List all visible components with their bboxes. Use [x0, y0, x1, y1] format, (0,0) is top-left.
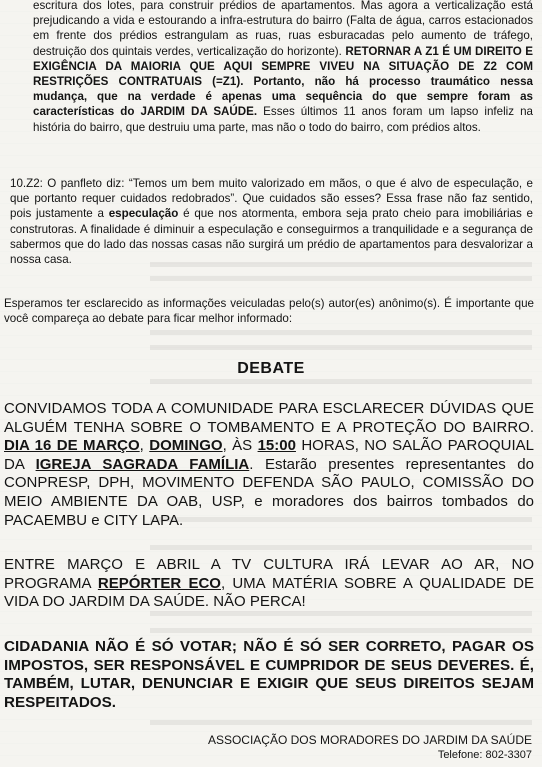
phone-number: Telefone: 802-3307: [437, 749, 532, 761]
debate-church: IGREJA SAGRADA FAMÍLIA: [35, 455, 250, 473]
footer-signature: [208, 733, 532, 763]
show-through-line: [150, 628, 532, 633]
citizenship-statement: CIDADANIA NÃO É SÓ VOTAR; NÃO É SÓ SER CORRETO, PAGAR OS IMPOSTOS, SER RESPONSÁVEL E CUMPRIDOR DE SEUS DEVERES. É, TAMBÉM, LUTAR, DENUNCIAR E EXIGIR QUE SEUS DIREITOS SEJAM RESPEITADOS.: [4, 638, 534, 711]
item-text-end: é que nos atormenta, embora seja prato cheio para imobiliárias e construtoras. A finalidade é diminuir a especulação e conseguirmos a tranquilidade e a segurança de sabermos que do lado das nossas casas não surgirá um prédio de apartamentos para desvalorizar a nossa casa.: [10, 207, 534, 267]
debate-intro: CONVIDAMOS TODA A COMUNIDADE PARA ESCLARECER DÚVIDAS QUE ALGUÉM TENHA SOBRE O TOMBAMENTO E A PROTEÇÃO DO BAIRRO.: [4, 400, 534, 436]
tv-text: ENTRE MARÇO E ABRIL A TV CULTURA IRÁ LEVAR AO AR, NO PROGRAMA: [4, 556, 534, 592]
separator: , ÀS: [222, 437, 258, 455]
paragraph-verticalization: [33, 0, 533, 135]
tv-program-name: REPÓRTER ECO: [97, 574, 221, 592]
item-bold-word: especulação: [108, 207, 179, 221]
item-10: [6, 176, 533, 267]
paragraph-text: escritura dos lotes, para construir prédios de apartamentos. Mas agora a verticalização está prejudicando a vida e estourando a infra-estrutura do bairro (Falta de água, carros estacionados em frente dos prédios estrangulam as ruas, ruas esburacadas pelo aumento de tráfego, destruição dos quintais verdes, verticalização do horizonte).: [33, 0, 533, 58]
debate-time: 15:00: [257, 437, 296, 455]
paragraph-text-end: Esses últimos 11 anos foram um lapso infeliz na história do bairro, que destruiu uma parte, mas não o todo do bairro, com prédios altos.: [33, 105, 533, 134]
debate-weekday: DOMINGO: [149, 437, 223, 455]
closing-paragraph: Esperamos ter esclarecido as informações veiculadas pelo(s) autor(es) anônimo(s). É importante que você compareça ao debate para ficar melhor informado:: [4, 297, 534, 326]
debate-invitation: [4, 400, 534, 530]
tv-text-end: , UMA MATÉRIA SOBRE A QUALIDADE DE VIDA DO JARDIM DA SAÚDE. NÃO PERCA!: [4, 574, 534, 611]
separator: ,: [139, 437, 150, 455]
show-through-line: [150, 720, 532, 725]
debate-heading: DEBATE: [237, 360, 305, 377]
association-name: ASSOCIAÇÃO DOS MORADORES DO JARDIM DA SAÚDE: [207, 733, 532, 747]
show-through-line: [150, 276, 532, 281]
paragraph-bold-claim: RETORNAR A Z1 É UM DIREITO E EXIGÊNCIA DA MAIORIA QUE AQUI SEMPRE VIVEU NA SITUAÇÃO DE Z2 COM RESTRIÇÕES CONTRATUAIS (=Z1). Portanto, não há processo traumático nessa mudança, que na verdade é apenas uma sequência do que sempre foram as características do JARDIM DA SAÚDE.: [33, 44, 533, 119]
tv-announcement: [4, 556, 534, 612]
debate-place: HORAS, NO SALÃO PAROQUIAL DA: [4, 437, 534, 473]
item-number: 10.: [10, 177, 27, 190]
show-through-line: [150, 345, 532, 350]
debate-date: DIA 16 DE MARÇO: [4, 437, 140, 455]
show-through-line: [150, 379, 532, 384]
item-text: Z2: O panfleto diz: “Temos um bem muito valorizado em mãos, o que é alvo de especulação, e que portanto requer cuidados redobrados”. Que cuidados são esses? Essa frase não faz sentido, pois justamente a: [10, 177, 533, 221]
show-through-line: [150, 330, 532, 335]
debate-attendees: . Estarão presentes representantes do CONPRESP, DPH, MOVIMENTO DEFENDA SÃO PAULO, COMISSÃO DO MEIO AMBIENTE DA OAB, USP, e moradores dos bairros tombados do PACAEMBU e CITY LAPA.: [4, 455, 534, 529]
show-through-line: [150, 545, 532, 550]
